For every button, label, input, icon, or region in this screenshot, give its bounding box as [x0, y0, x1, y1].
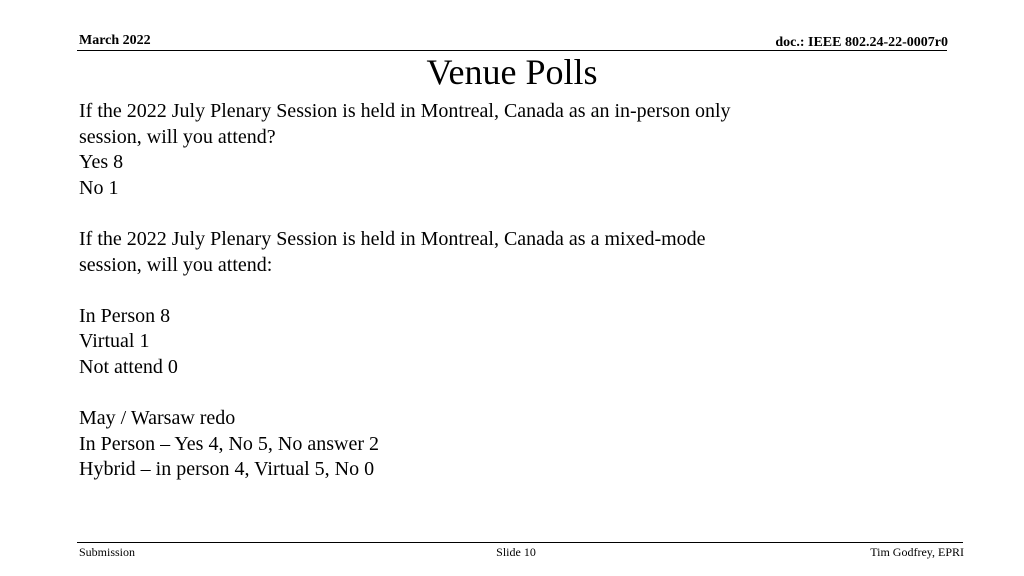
header-doc-id: doc.: IEEE 802.24-22-0007r0	[775, 35, 948, 50]
footer-author: Tim Godfrey, EPRI	[870, 545, 964, 559]
poll1-answer-no: No 1	[79, 176, 119, 199]
redo-in-person: In Person – Yes 4, No 5, No answer 2	[79, 432, 379, 455]
poll2-question-line1: If the 2022 July Plenary Session is held in Montreal, Canada as a mixed-mode	[79, 227, 706, 250]
poll2-question-line2: session, will you attend:	[79, 253, 273, 276]
poll1-question-line2: session, will you attend?	[79, 125, 276, 148]
blank-line	[79, 201, 799, 227]
blank-line	[79, 278, 799, 304]
blank-line	[79, 381, 799, 407]
slide-body	[79, 99, 799, 483]
poll2-answer-in-person: In Person 8	[79, 304, 171, 327]
redo-heading: May / Warsaw redo	[79, 407, 236, 430]
footer-slide-number: Slide 10	[496, 545, 536, 559]
poll1-answer-yes: Yes 8	[79, 151, 124, 174]
redo-hybrid: Hybrid – in person 4, Virtual 5, No 0	[79, 458, 375, 481]
poll2-answer-virtual: Virtual 1	[79, 330, 150, 353]
footer-submission: Submission	[79, 545, 136, 559]
header-date: March 2022	[79, 33, 151, 48]
footer-divider	[77, 542, 963, 543]
poll2-answer-not-attend: Not attend 0	[79, 355, 178, 378]
slide-title: Venue Polls	[426, 52, 598, 92]
poll1-question-line1: If the 2022 July Plenary Session is held in Montreal, Canada as an in-person only	[79, 100, 731, 122]
